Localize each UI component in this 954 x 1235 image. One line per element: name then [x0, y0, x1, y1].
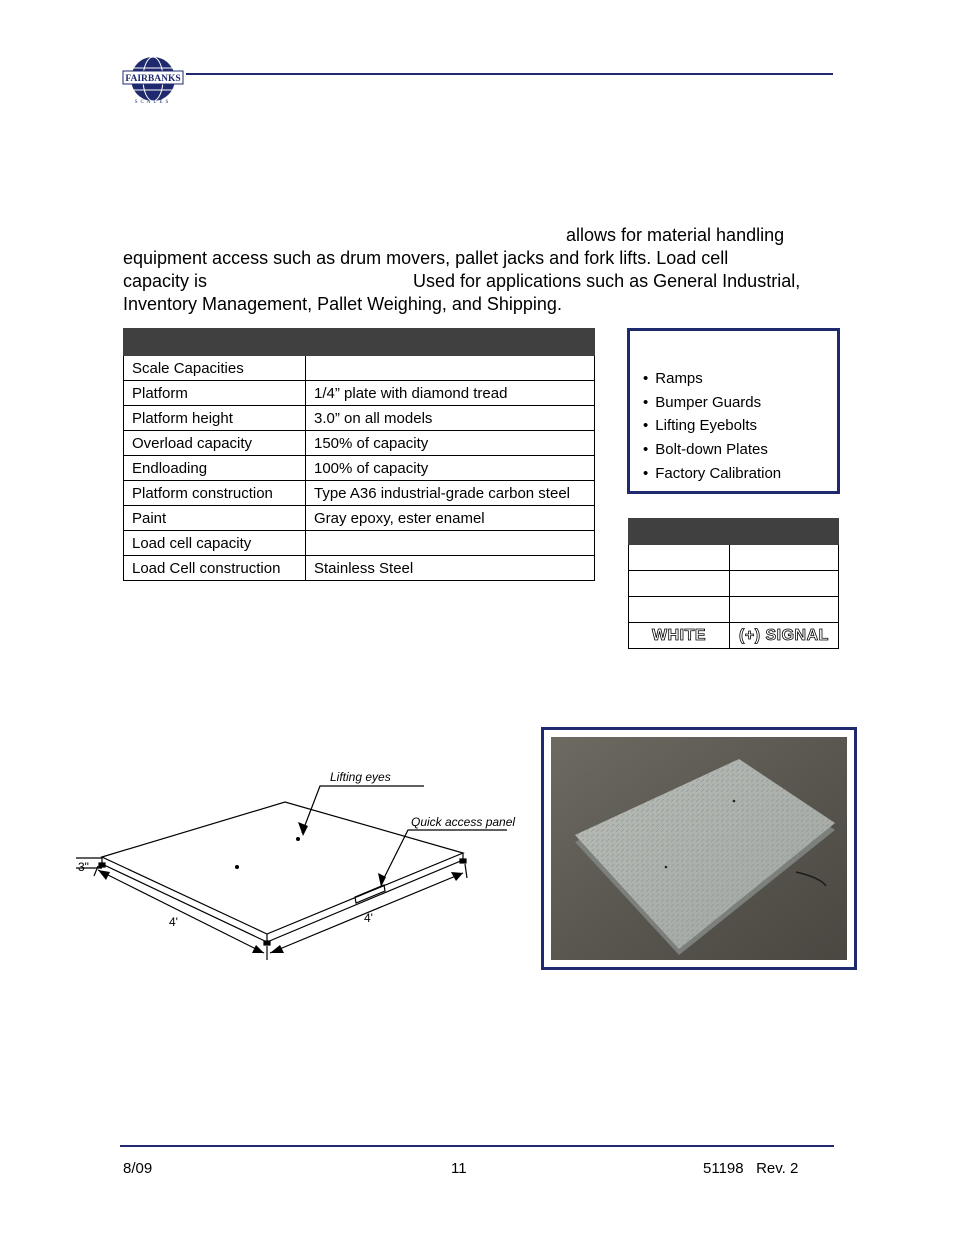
spec-label: Overload capacity: [124, 431, 306, 456]
length-dimension: 4': [364, 911, 373, 925]
list-item: • Bolt-down Plates: [643, 438, 781, 462]
wire-signal: [730, 571, 839, 597]
wire-color: [629, 545, 730, 571]
color-table-header: [629, 519, 839, 545]
spec-value: 1/4” plate with diamond tread: [306, 381, 595, 406]
spec-value: 150% of capacity: [306, 431, 595, 456]
spec-value: 100% of capacity: [306, 456, 595, 481]
footer-rule: [120, 1145, 834, 1147]
scale-photo-frame: [541, 727, 857, 970]
spec-label: Endloading: [124, 456, 306, 481]
wire-color: [629, 597, 730, 623]
spec-table: [123, 328, 595, 581]
color-code-table: [628, 518, 839, 649]
spec-label: Load Cell construction: [124, 556, 306, 581]
table-row: [124, 506, 595, 531]
list-item: • Lifting Eyebolts: [643, 414, 781, 438]
intro-line-1: allows for material handling: [566, 225, 785, 245]
table-row: [124, 556, 595, 581]
table-row: [124, 381, 595, 406]
wire-color: WHITE: [629, 623, 730, 649]
height-dimension: 3": [78, 860, 89, 874]
wire-signal: [730, 597, 839, 623]
spec-value: Stainless Steel: [306, 556, 595, 581]
footer-date: 8/09: [123, 1160, 153, 1177]
fairbanks-logo: [122, 54, 184, 104]
table-row: [124, 456, 595, 481]
scale-photo: [551, 737, 847, 960]
footer-doc-number: 51198 Rev. 2: [703, 1160, 799, 1177]
table-row: [629, 545, 839, 571]
table-row: [124, 406, 595, 431]
table-row: [124, 431, 595, 456]
intro-line-3b: Used for applications such as General Industrial,: [413, 271, 801, 291]
table-row: [629, 597, 839, 623]
table-row: [629, 623, 839, 649]
spec-value: [306, 531, 595, 556]
spec-value: Gray epoxy, ester enamel: [306, 506, 595, 531]
list-item: • Bumper Guards: [643, 391, 781, 415]
spec-label: Platform height: [124, 406, 306, 431]
spec-label: Paint: [124, 506, 306, 531]
options-box: [627, 328, 840, 494]
wire-color: [629, 571, 730, 597]
spec-value: [306, 356, 595, 381]
intro-line-3a: capacity is: [123, 271, 208, 291]
logo-subtext: SCALES: [134, 100, 172, 104]
table-row: [629, 571, 839, 597]
platform-drawing: [72, 760, 517, 975]
options-list: [643, 367, 781, 485]
lifting-eyes-label: Lifting eyes: [330, 770, 391, 784]
footer-page-number: 11: [451, 1160, 467, 1177]
header-rule: [186, 73, 833, 75]
table-row: [124, 356, 595, 381]
spec-value: Type A36 industrial-grade carbon steel: [306, 481, 595, 506]
spec-table-header: [124, 329, 595, 356]
wire-signal: (+) SIGNAL: [730, 623, 839, 649]
intro-line-2: equipment access such as drum movers, pallet jacks and fork lifts. Load cell: [123, 248, 729, 268]
spec-label: Platform construction: [124, 481, 306, 506]
list-item: • Ramps: [643, 367, 781, 391]
wire-signal: [730, 545, 839, 571]
spec-value: 3.0” on all models: [306, 406, 595, 431]
spec-label: Scale Capacities: [124, 356, 306, 381]
spec-label: Load cell capacity: [124, 531, 306, 556]
width-dimension: 4': [169, 915, 178, 929]
logo-text: FAIRBANKS: [125, 74, 181, 84]
list-item: • Factory Calibration: [643, 462, 781, 486]
spec-label: Platform: [124, 381, 306, 406]
table-row: [124, 531, 595, 556]
quick-access-label: Quick access panel: [411, 815, 516, 829]
table-row: [124, 481, 595, 506]
intro-line-4: Inventory Management, Pallet Weighing, and Shipping.: [123, 294, 562, 314]
